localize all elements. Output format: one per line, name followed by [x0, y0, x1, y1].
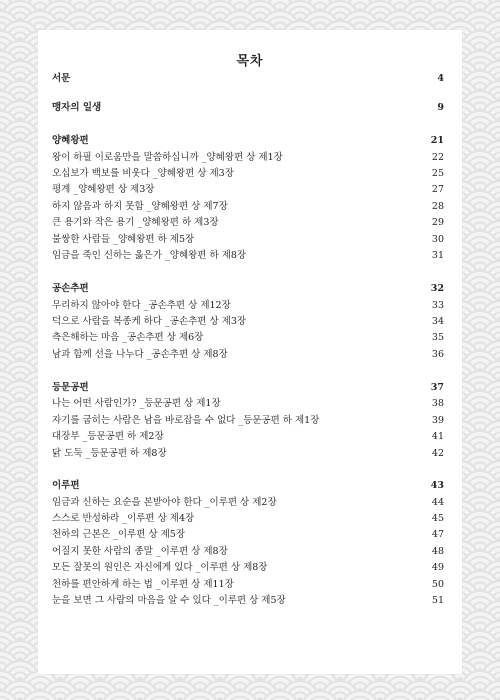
- toc-entry-label: 하지 않음과 하지 못함 _양혜왕편 상 제7장: [52, 201, 228, 212]
- toc-entry-page-number: 25: [431, 168, 444, 179]
- toc-entry-label: 이루편: [52, 480, 80, 491]
- toc-title: 목차: [236, 54, 264, 69]
- toc-entry-page-number: 45: [431, 513, 444, 524]
- toc-entry-label: 스스로 반성하라 _이루편 상 제4장: [52, 513, 195, 524]
- toc-entry-page-number: 49: [431, 562, 444, 573]
- toc-entry-page-number: 47: [431, 529, 444, 540]
- toc-entry[interactable]: [52, 413, 444, 429]
- toc-entry-page-number: 37: [430, 382, 444, 393]
- toc-entry-page-number: 30: [431, 234, 444, 245]
- toc-entry-label: 자기를 굽히는 사람은 남을 바로잡을 수 없다 _등문공편 하 제1장: [52, 415, 320, 426]
- toc-entry-page-number: 43: [430, 480, 444, 491]
- toc-section-heading[interactable]: [52, 71, 444, 87]
- toc-entry-page-number: 42: [431, 448, 444, 459]
- toc-entry-page-number: 32: [430, 283, 444, 294]
- toc-entry[interactable]: [52, 248, 444, 264]
- toc-entry[interactable]: [52, 544, 444, 560]
- toc-entry-label: 공손추편: [52, 283, 89, 294]
- toc-entry-label: 불쌍한 사람들 _양혜왕편 하 제5장: [52, 234, 195, 245]
- toc-entry-page-number: 38: [431, 398, 444, 409]
- toc-section-heading[interactable]: [52, 100, 444, 116]
- toc-entry[interactable]: [52, 298, 444, 314]
- toc-entry[interactable]: [52, 593, 444, 609]
- toc-entry[interactable]: [52, 446, 444, 462]
- toc-entry-label: 천하의 근본은 _이루편 상 제5장: [52, 529, 185, 540]
- toc-section-heading[interactable]: [52, 281, 444, 297]
- toc-section-heading[interactable]: [52, 380, 444, 396]
- toc-entry[interactable]: [52, 347, 444, 363]
- toc-entry-label: 측은해하는 마음 _공손추편 상 제6장: [52, 332, 204, 343]
- toc-entry[interactable]: [52, 232, 444, 248]
- toc-entry-label: 오십보가 백보를 비웃다 _양혜왕편 상 제3장: [52, 168, 234, 179]
- toc-entry-page-number: 22: [431, 152, 444, 163]
- toc-entry-page-number: 4: [437, 73, 444, 84]
- toc-entry-label: 등문공편: [52, 382, 89, 393]
- toc-entry-label: 평계 _양혜왕편 상 제3장: [52, 184, 155, 195]
- toc-entry[interactable]: [52, 330, 444, 346]
- toc-entry[interactable]: [52, 166, 444, 182]
- toc-entry-label: 양혜왕편: [52, 135, 89, 146]
- toc-entry-label: 서문: [52, 73, 71, 84]
- toc-entry-label: 왕이 하필 이로움만을 말씀하십니까 _양혜왕편 상 제1장: [52, 152, 283, 163]
- toc-entry-page-number: 35: [431, 332, 444, 343]
- toc-entry-page-number: 9: [437, 102, 444, 113]
- toc-entry-page-number: 33: [431, 300, 444, 311]
- toc-entry-page-number: 48: [431, 546, 444, 557]
- toc-section-heading[interactable]: [52, 133, 444, 149]
- toc-entry-label: 큰 용기와 작은 용기 _양혜왕편 하 제3장: [52, 217, 219, 228]
- toc-entry-page-number: 44: [431, 497, 444, 508]
- toc-entry-label: 임금과 신하는 요순을 본받아야 한다 _이루편 상 제2장: [52, 497, 277, 508]
- toc-entry-label: 닭 도둑 _등문공편 하 제8장: [52, 448, 167, 459]
- toc-section-heading[interactable]: [52, 478, 444, 494]
- toc-entry[interactable]: [52, 215, 444, 231]
- toc-entry-page-number: 39: [431, 415, 444, 426]
- toc-entry-page-number: 34: [431, 316, 444, 327]
- toc-entry[interactable]: [52, 182, 444, 198]
- toc-entry-page-number: 21: [430, 135, 444, 146]
- toc-entry[interactable]: [52, 199, 444, 215]
- toc-entry-page-number: 51: [431, 595, 444, 606]
- toc-entry[interactable]: [52, 527, 444, 543]
- toc-entry-page-number: 28: [431, 201, 444, 212]
- toc-entry-page-number: 36: [431, 349, 444, 360]
- toc-entry[interactable]: [52, 396, 444, 412]
- toc-entry-label: 덕으로 사람을 복종케 하다 _공손추편 상 제3장: [52, 316, 247, 327]
- toc-entry-label: 모든 잘못의 원인은 자신에게 있다 _이루편 상 제8장: [52, 562, 268, 573]
- toc-entry-page-number: 41: [431, 431, 444, 442]
- toc-entry-page-number: 29: [431, 217, 444, 228]
- toc-entry-label: 어질지 못한 사람의 종말 _이루편 상 제8장: [52, 546, 228, 557]
- toc-entry[interactable]: [52, 314, 444, 330]
- toc-entry[interactable]: [52, 511, 444, 527]
- toc-entry-label: 남과 함께 선을 나누다 _공손추편 상 제8장: [52, 349, 228, 360]
- toc-entry[interactable]: [52, 150, 444, 166]
- toc-entry-label: 나는 어떤 사람인가? _등문공편 상 제1장: [52, 398, 221, 409]
- toc-entry-page-number: 50: [431, 579, 444, 590]
- toc-entry-page-number: 27: [431, 184, 444, 195]
- toc-entry-page-number: 31: [431, 250, 444, 261]
- toc-entry[interactable]: [52, 560, 444, 576]
- toc-entry-label: 대장부 _등문공편 하 제2장: [52, 431, 164, 442]
- toc-entry-label: 눈을 보면 그 사람의 마음을 알 수 있다 _이루편 상 제5장: [52, 595, 286, 606]
- toc-entry-label: 맹자의 일생: [52, 102, 102, 113]
- toc-page: [38, 30, 462, 674]
- toc-entry-label: 천하를 편안하게 하는 법 _이루편 상 제11장: [52, 579, 234, 590]
- toc-entry-label: 임금을 죽인 신하는 옳은가 _양혜왕편 하 제8장: [52, 250, 247, 261]
- toc-entry[interactable]: [52, 577, 444, 593]
- toc-entry-label: 무리하지 않아야 한다 _공손추편 상 제12장: [52, 300, 231, 311]
- toc-entry[interactable]: [52, 429, 444, 445]
- toc-entry[interactable]: [52, 495, 444, 511]
